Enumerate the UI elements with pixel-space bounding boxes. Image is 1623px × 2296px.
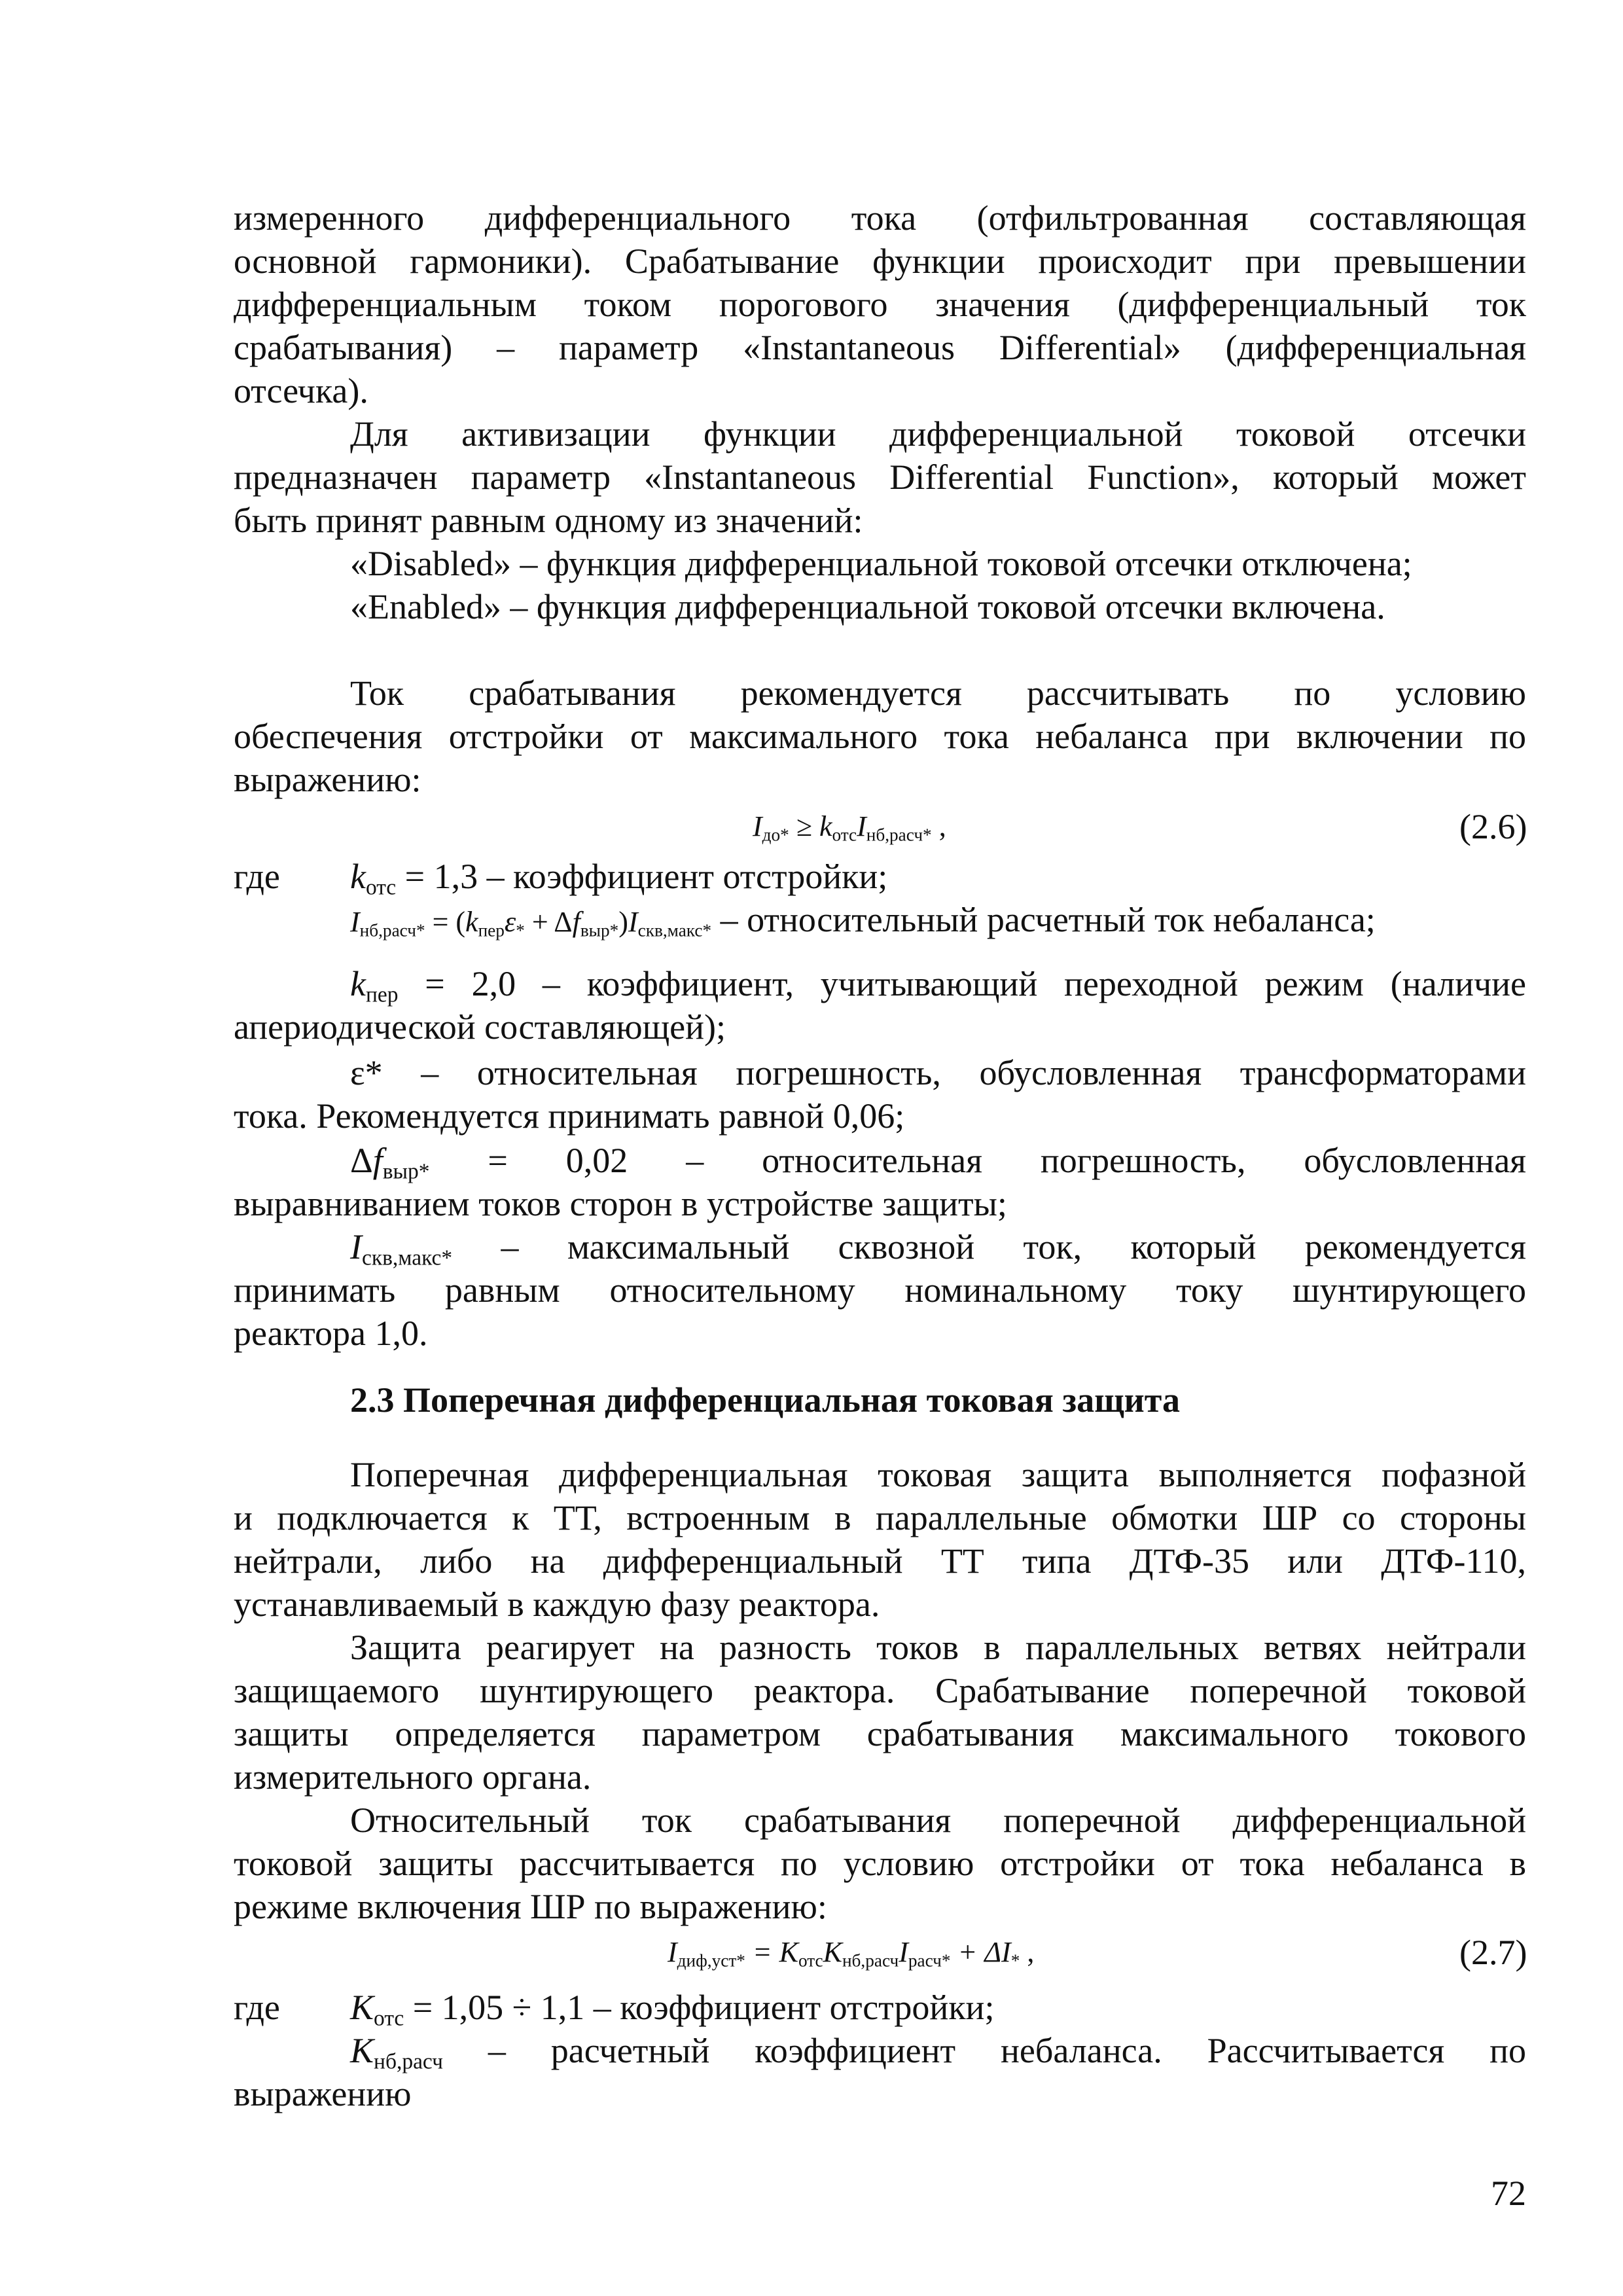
section-heading: 2.3 Поперечная дифференциальная токовая защита: [350, 1380, 1180, 1420]
formula-2-7: $I_{диф,уст*} = K_{отс}K_{нб,расч}I_{расч*} + \Delta I_*$ ,: [668, 1936, 1035, 1971]
definition-delta-f: $\Delta f_{выр*} = 0,02$ – относительная погрешность, обусловленная: [350, 1141, 1526, 1184]
formula-2-6: $I_{до*} \ge k_{отс}I_{нб,расч*}$ ,: [753, 810, 946, 845]
text-line: Для активизации функции дифференциальной токовой отсечки: [350, 414, 1526, 454]
text-line: измерительного органа.: [234, 1757, 592, 1797]
text-line: срабатывания) – параметр «Instantaneous Differential» (дифференциальная: [234, 328, 1526, 367]
definition-epsilon: ε* – относительная погрешность, обусловленная трансформаторами: [350, 1053, 1526, 1092]
text-line: выравниванием токов сторон в устройстве защиты;: [234, 1184, 1007, 1223]
text-line: Защита реагирует на разность токов в параллельных ветвях нейтрали: [350, 1628, 1526, 1667]
text-line: основной гармоники). Срабатывание функции происходит при превышении: [234, 242, 1526, 281]
text-line: реактора 1,0.: [234, 1314, 428, 1353]
text-line: нейтрали, либо на дифференциальный ТТ типа ДТФ-35 или ДТФ-110,: [234, 1541, 1526, 1581]
definition-K-ots: $K_{отс} = 1,05 \div 1,1$ – коэффициент отстройки;: [350, 1988, 995, 2031]
text-line: принимать равным относительному номинальному току шунтирующего: [234, 1270, 1526, 1310]
gde-label: где: [234, 857, 280, 896]
text-line: защиты определяется параметром срабатывания максимального токового: [234, 1714, 1526, 1753]
definition-i-skv: $I_{скв,макс*}$ – максимальный сквозной ток, который рекомендуется: [350, 1227, 1526, 1270]
text-line: апериодической составляющей);: [234, 1007, 726, 1047]
text-line: Поперечная дифференциальная токовая защита выполняется пофазной: [350, 1455, 1526, 1494]
text-line: обеспечения отстройки от максимального тока небаланса при включении по: [234, 717, 1526, 756]
definition-K-nb: $K_{нб,расч}$ – расчетный коэффициент небаланса. Рассчитывается по: [350, 2031, 1526, 2074]
text-line: выражению:: [234, 760, 421, 799]
text-line: режиме включения ШР по выражению:: [234, 1887, 827, 1926]
text-line: и подключается к ТТ, встроенным в параллельные обмотки ШР со стороны: [234, 1498, 1526, 1537]
equation-number: (2.6): [1459, 807, 1527, 846]
definition-k-per: $k_{пер} = 2,0$ – коэффициент, учитывающий переходной режим (наличие: [350, 964, 1526, 1007]
page-number: 72: [1491, 2174, 1526, 2213]
text-line: устанавливаемый в каждую фазу реактора.: [234, 1585, 880, 1624]
text-line: измеренного дифференциального тока (отфильтрованная составляющая: [234, 198, 1526, 238]
gde-label: где: [234, 1988, 280, 2027]
text-line: быть принят равным одному из значений:: [234, 501, 863, 540]
list-item-enabled: «Enabled» – функция дифференциальной токовой отсечки включена.: [350, 587, 1385, 626]
text-line: Относительный ток срабатывания поперечной дифференциальной: [350, 1801, 1526, 1840]
definition-inb-rasch: $I_{нб,расч*} = (k_{пер}\varepsilon_* + \Delta f_{выр*})I_{скв,макс*}$ – относительный расчетный ток небаланса;: [350, 900, 1376, 941]
text-line: выражению: [234, 2074, 412, 2113]
text-line: токовой защиты рассчитывается по условию отстройки от тока небаланса в: [234, 1844, 1526, 1883]
text-line: отсечка).: [234, 371, 368, 410]
text-line: тока. Рекомендуется принимать равной 0,06;: [234, 1096, 905, 1136]
text-line: дифференциальным током порогового значения (дифференциальный ток: [234, 285, 1526, 324]
definition-k-ots: $k_{отс} = 1,3$ – коэффициент отстройки;: [350, 857, 888, 900]
equation-number: (2.7): [1459, 1933, 1527, 1972]
text-line: предназначен параметр «Instantaneous Differential Function», который может: [234, 457, 1526, 497]
list-item-disabled: «Disabled» – функция дифференциальной токовой отсечки отключена;: [350, 544, 1412, 583]
text-line: защищаемого шунтирующего реактора. Срабатывание поперечной токовой: [234, 1671, 1526, 1710]
text-line: Ток срабатывания рекомендуется рассчитывать по условию: [350, 673, 1526, 713]
